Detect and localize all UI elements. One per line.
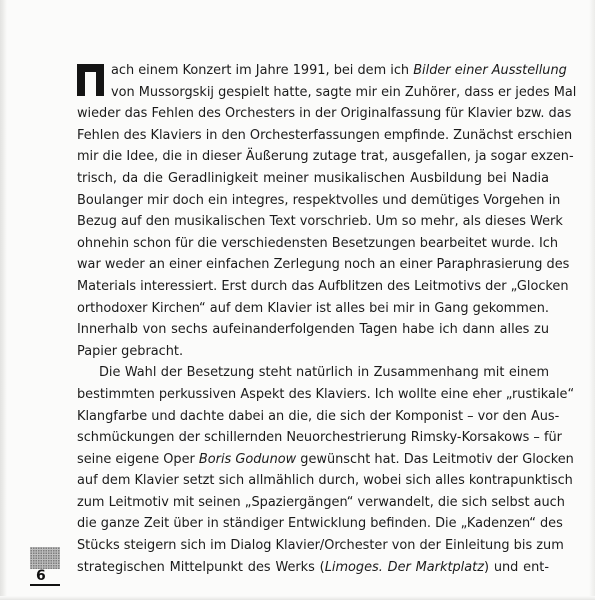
text-line: strategischen Mittelpunkt des Werks (Limoges. Der Marktplatz) und ent-: [77, 559, 549, 575]
text-line: Innerhalb von sechs aufeinanderfolgenden Tagen habe ich dann alles zu: [77, 322, 549, 338]
text-line: bestimmten perkussiven Aspekt des Klaviers. Ich wollte eine eher „rustikale“: [77, 386, 575, 402]
text-line: zum Leitmotiv mit seinen „Spaziergängen“ verwandelt, die sich selbst auch: [77, 494, 565, 510]
movement-title: Limoges. Der Marktplatz: [324, 559, 484, 575]
text-line: von Mussorgskij gespielt hatte, sagte mir ein Zuhörer, dass er jedes Mal: [111, 84, 577, 100]
text-line: schmückungen der schillernden Neuorchestrierung Rimsky-Korsakows – für: [77, 430, 562, 446]
scan-edge-bottom: [0, 596, 595, 600]
text-line: Fehlen des Klaviers in den Orchesterfassungen empfinde. Zunächst erschien: [77, 127, 573, 143]
text-line: mir die Idee, die in dieser Äußerung zutage trat, ausgefallen, ja sogar exzen-: [77, 149, 574, 165]
text-line: Materials interessiert. Erst durch das Aufblitzen des Leitmotivs der „Glocken: [77, 278, 569, 294]
opera-title: Boris Godunow: [198, 451, 297, 467]
text-line: war weder an einer einfachen Zerlegung noch an einer Paraphrasierung des: [77, 257, 570, 273]
text-line: ohnehin schon für die verschiedensten Besetzungen bearbeitet wurde. Ich: [77, 235, 559, 251]
body-text: [77, 60, 577, 578]
text-line: seine eigene Oper Boris Godunow gewünscht hat. Das Leitmotiv der Glocken: [77, 451, 574, 467]
text-line: Boulanger mir doch ein integres, respektvolles und demütiges Vorgehen in: [77, 192, 561, 208]
text-line: Klangfarbe und dachte dabei an die, die sich der Komponist – vor den Aus-: [77, 408, 560, 424]
paragraph-1: [77, 60, 577, 362]
text-line: Die Wahl der Besetzung steht natürlich in Zusammenhang mit einem: [99, 365, 549, 381]
text-line: Papier gebracht.: [77, 343, 184, 359]
text-line: die ganze Zeit über in ständiger Entwicklung befinden. Die „Kadenzen“ des: [77, 516, 563, 532]
page-number-rule: [30, 584, 60, 586]
scan-edge-right: [589, 0, 595, 600]
text-line: trisch, da die Geradlinigkeit meiner musikalischen Ausbildung bei Nadia: [77, 170, 549, 186]
drop-cap-n-icon: [77, 64, 104, 96]
text-line: auf dem Klavier setzt sich allmählich durch, wobei sich alles kontrapunktisch: [77, 473, 573, 489]
text-line: Bezug auf den musikalischen Text vorschrieb. Um so mehr, als dieses Werk: [77, 214, 563, 230]
work-title: Bilder einer Ausstellung: [413, 63, 567, 78]
text-line: Stücks steigern sich im Dialog Klavier/Orchester von der Einleitung bis zum: [77, 538, 564, 554]
text-line: orthodoxer Kirchen“ auf dem Klavier ist alles bei mir in Gang gekommen.: [77, 300, 549, 316]
page-marker-block: [30, 547, 60, 569]
text-line: ach einem Konzert im Jahre 1991, bei dem ich Bilder einer Ausstellung: [111, 63, 567, 78]
paragraph-2: [77, 362, 575, 578]
page-number: 6: [36, 568, 46, 584]
scan-edge-left: [0, 0, 7, 600]
text-line: wieder das Fehlen des Orchesters in der Originalfassung für Klavier bzw. das: [77, 106, 572, 122]
